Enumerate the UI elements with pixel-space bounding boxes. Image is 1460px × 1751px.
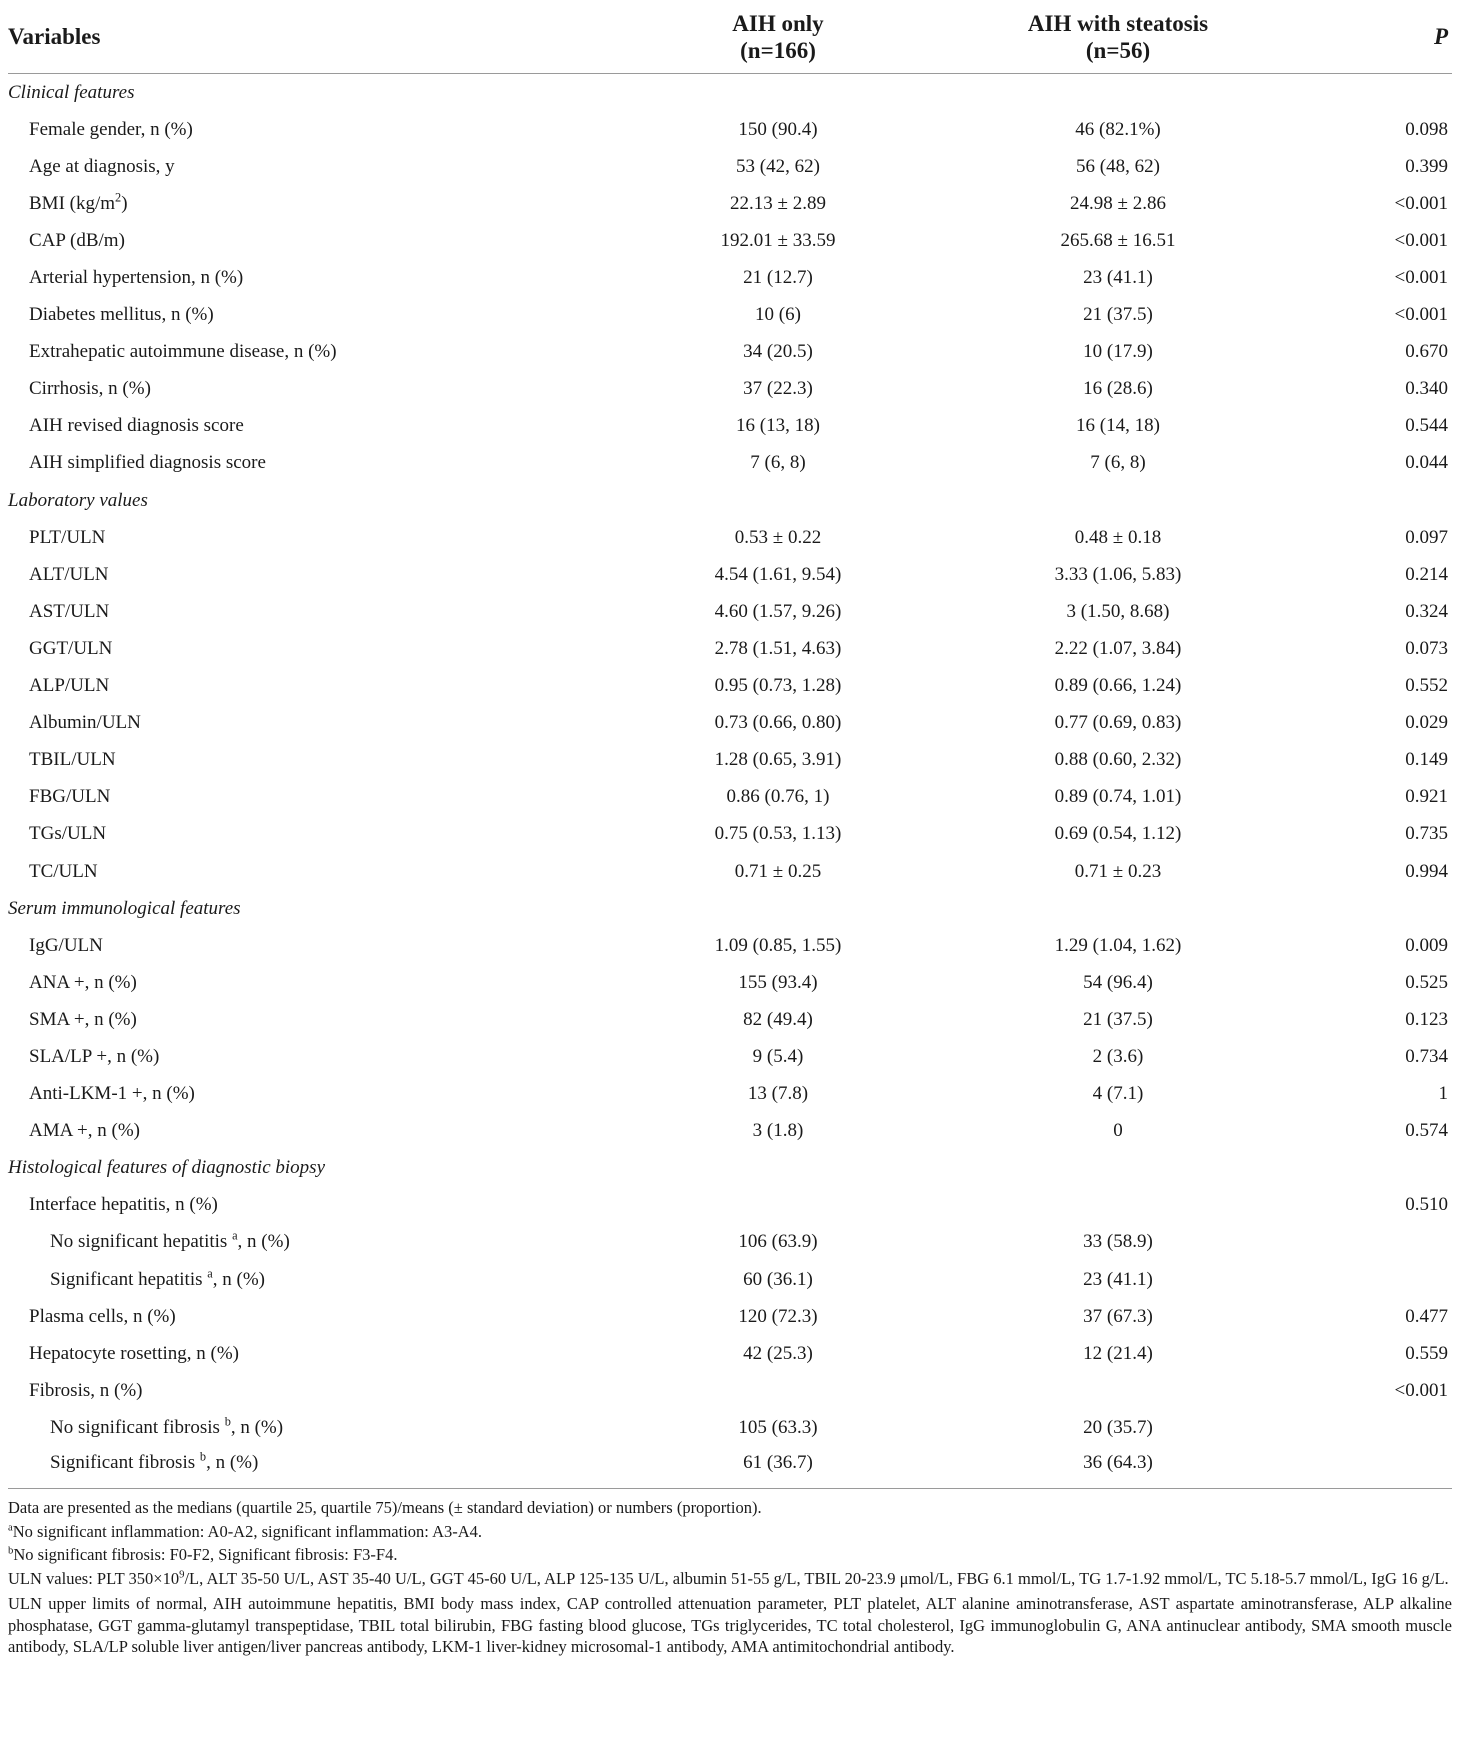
cell-aih-only: 2.78 (1.51, 4.63) bbox=[714, 637, 842, 659]
cell-aih-steatosis: 33 (58.9) bbox=[1083, 1231, 1153, 1253]
cell-aih-steatosis: 0 bbox=[1113, 1120, 1123, 1142]
row-label-text: , n (%) bbox=[237, 1231, 290, 1253]
table-row bbox=[8, 408, 1452, 445]
table-row bbox=[8, 630, 1452, 667]
header-aih-only-n: (n=166) bbox=[740, 37, 816, 63]
cell-p: 0.214 bbox=[1405, 563, 1448, 585]
cell-aih-only: 0.53 ± 0.22 bbox=[734, 526, 822, 548]
section-clinical: Clinical features bbox=[8, 81, 135, 103]
cell-aih-steatosis: 0.88 (0.60, 2.32) bbox=[1054, 749, 1182, 771]
row-label: FBG/ULN bbox=[29, 786, 111, 808]
table-row bbox=[8, 1372, 1452, 1409]
row-label: SMA +, n (%) bbox=[29, 1008, 137, 1030]
cell-aih-steatosis: 36 (64.3) bbox=[1083, 1452, 1153, 1474]
cell-aih-only: 0.71 ± 0.25 bbox=[734, 860, 822, 882]
section-row bbox=[8, 482, 1452, 519]
row-label bbox=[8, 1446, 608, 1480]
section-histological: Histological features of diagnostic biopsy bbox=[8, 1157, 325, 1179]
cell-aih-steatosis: 0.69 (0.54, 1.12) bbox=[1054, 823, 1182, 845]
table-row bbox=[8, 742, 1452, 779]
footnote-marker: b bbox=[8, 1544, 14, 1557]
cell-p: 0.670 bbox=[1405, 341, 1448, 363]
row-label: AST/ULN bbox=[29, 600, 110, 622]
table-row bbox=[8, 259, 1452, 296]
row-label: TC/ULN bbox=[29, 860, 98, 882]
cell-aih-steatosis: 1.29 (1.04, 1.62) bbox=[1054, 934, 1182, 956]
table-row bbox=[8, 1187, 1452, 1224]
cell-p: 0.544 bbox=[1405, 415, 1448, 437]
row-label: TGs/ULN bbox=[29, 823, 107, 845]
row-label-text: ) bbox=[121, 192, 128, 214]
table-row bbox=[8, 445, 1452, 482]
row-label: CAP (dB/m) bbox=[29, 229, 125, 251]
cell-p: 0.340 bbox=[1405, 378, 1448, 400]
row-label: Fibrosis, n (%) bbox=[29, 1379, 143, 1401]
table-row bbox=[8, 1409, 1452, 1446]
cell-aih-only: 0.86 (0.76, 1) bbox=[726, 786, 830, 808]
table-row bbox=[8, 1113, 1452, 1150]
cell-p: 0.399 bbox=[1405, 155, 1448, 177]
cell-aih-steatosis: 0.77 (0.69, 0.83) bbox=[1054, 712, 1182, 734]
table-row bbox=[8, 1261, 1452, 1298]
cell-p: 0.123 bbox=[1405, 1008, 1448, 1030]
header-aih-steatosis bbox=[948, 0, 1288, 74]
table-row bbox=[8, 297, 1452, 334]
cell-aih-only: 106 (63.9) bbox=[738, 1231, 818, 1253]
cell-p: 0.921 bbox=[1405, 786, 1448, 808]
cell-aih-only: 0.75 (0.53, 1.13) bbox=[714, 823, 842, 845]
cell-p: <0.001 bbox=[1394, 267, 1448, 289]
table-row bbox=[8, 593, 1452, 630]
table-row bbox=[8, 1224, 1452, 1261]
cell-p: 0.324 bbox=[1405, 600, 1448, 622]
row-label: Hepatocyte rosetting, n (%) bbox=[29, 1342, 239, 1364]
cell-aih-only: 4.60 (1.57, 9.26) bbox=[714, 600, 842, 622]
cell-p: 0.097 bbox=[1405, 526, 1448, 548]
row-label: GGT/ULN bbox=[29, 637, 113, 659]
cell-aih-steatosis: 3.33 (1.06, 5.83) bbox=[1054, 563, 1182, 585]
cell-aih-steatosis: 7 (6, 8) bbox=[1090, 452, 1146, 474]
cell-aih-only: 4.54 (1.61, 9.54) bbox=[714, 563, 842, 585]
cell-aih-only: 192.01 ± 33.59 bbox=[720, 229, 836, 251]
table-row bbox=[8, 927, 1452, 964]
table-row bbox=[8, 853, 1452, 890]
row-label-text: No significant hepatitis bbox=[50, 1231, 233, 1253]
table-row bbox=[8, 111, 1452, 148]
cell-aih-steatosis bbox=[948, 1372, 1288, 1409]
cell-aih-steatosis: 16 (28.6) bbox=[1083, 378, 1153, 400]
cell-p: <0.001 bbox=[1394, 192, 1448, 214]
row-label: Age at diagnosis, y bbox=[29, 155, 175, 177]
table-row bbox=[8, 519, 1452, 556]
cell-aih-steatosis bbox=[948, 1187, 1288, 1224]
row-label-text: , n (%) bbox=[206, 1452, 259, 1474]
cell-aih-only: 9 (5.4) bbox=[752, 1045, 804, 1067]
cell-aih-only: 42 (25.3) bbox=[743, 1342, 813, 1364]
header-aih-only bbox=[608, 0, 948, 74]
section-laboratory: Laboratory values bbox=[8, 489, 148, 511]
cell-p: 0.552 bbox=[1405, 675, 1448, 697]
cell-p: 0.525 bbox=[1405, 971, 1448, 993]
section-row bbox=[8, 1150, 1452, 1187]
cell-aih-only: 10 (6) bbox=[755, 304, 801, 326]
footnote-b bbox=[8, 1544, 1452, 1566]
cell-aih-steatosis: 12 (21.4) bbox=[1083, 1342, 1153, 1364]
cell-aih-steatosis: 23 (41.1) bbox=[1083, 267, 1153, 289]
cell-aih-only: 16 (13, 18) bbox=[736, 415, 820, 437]
cell-p: <0.001 bbox=[1394, 304, 1448, 326]
footnote-marker: b bbox=[199, 1450, 207, 1465]
cell-aih-only: 7 (6, 8) bbox=[750, 452, 806, 474]
footnote-abbreviations: ULN upper limits of normal, AIH autoimmune hepatitis, BMI body mass index, CAP controlled attenuation parameter, PLT platelet, ALT alanine aminotransferase, AST aspartate aminotransferase, ALP alkaline phosphatase, GGT gamma-glutamyl transpeptidase, TBIL total bilirubin, FBG fasting blood glucose, TGs triglycerides, TC total cholesterol, IgG immunoglobulin G, ANA antinuclear antibody, SMA smooth muscle antibody, SLA/LP soluble liver antigen/liver pancreas antibody, LKM-1 liver-kidney microsomal-1 antibody, AMA antimitochondrial antibody. bbox=[8, 1594, 1452, 1657]
cell-p: 0.073 bbox=[1405, 637, 1448, 659]
header-aih-steatosis-n: (n=56) bbox=[1085, 37, 1151, 63]
row-label: AIH revised diagnosis score bbox=[29, 415, 244, 437]
cell-aih-steatosis: 56 (48, 62) bbox=[1076, 155, 1160, 177]
row-label: AIH simplified diagnosis score bbox=[29, 452, 266, 474]
superscript: 2 bbox=[115, 190, 122, 205]
row-label: IgG/ULN bbox=[29, 934, 103, 956]
cell-aih-steatosis: 4 (7.1) bbox=[1092, 1083, 1144, 1105]
cell-aih-only: 82 (49.4) bbox=[743, 1008, 813, 1030]
row-label: TBIL/ULN bbox=[29, 749, 116, 771]
cell-p bbox=[1288, 1261, 1452, 1298]
cell-aih-steatosis: 0.71 ± 0.23 bbox=[1074, 860, 1162, 882]
table-row bbox=[8, 371, 1452, 408]
cell-aih-steatosis: 21 (37.5) bbox=[1083, 1008, 1153, 1030]
table-row bbox=[8, 1001, 1452, 1038]
cell-p: 0.510 bbox=[1405, 1194, 1448, 1216]
comparison-table bbox=[8, 0, 1452, 1480]
row-label bbox=[8, 1409, 608, 1446]
cell-aih-steatosis: 23 (41.1) bbox=[1083, 1268, 1153, 1290]
cell-aih-only: 21 (12.7) bbox=[743, 267, 813, 289]
cell-p: 0.735 bbox=[1405, 823, 1448, 845]
cell-aih-only: 3 (1.8) bbox=[752, 1120, 804, 1142]
table-row bbox=[8, 964, 1452, 1001]
row-label-text: Significant hepatitis bbox=[50, 1268, 208, 1290]
table-row bbox=[8, 185, 1452, 222]
cell-p: 0.098 bbox=[1405, 118, 1448, 140]
cell-p: <0.001 bbox=[1394, 229, 1448, 251]
footnote-uln-text: /L, ALT 35-50 U/L, AST 35-40 U/L, GGT 45-60 U/L, ALP 125-135 U/L, albumin 51-55 g/L, TBIL 20-23.9 μmol/L, FBG 6.1 mmol/L, TG 1.7-1.92 mmol/L, TC 5.18-5.7 mmol/L, IgG 16 g/L. bbox=[184, 1568, 1449, 1588]
cell-aih-steatosis: 0.89 (0.66, 1.24) bbox=[1054, 675, 1182, 697]
cell-aih-steatosis: 24.98 ± 2.86 bbox=[1070, 192, 1166, 214]
row-label-text: , n (%) bbox=[230, 1416, 284, 1438]
row-label bbox=[8, 1224, 608, 1261]
table-row bbox=[8, 1335, 1452, 1372]
cell-aih-only: 13 (7.8) bbox=[747, 1083, 809, 1105]
table-row bbox=[8, 222, 1452, 259]
cell-aih-only: 1.28 (0.65, 3.91) bbox=[714, 749, 842, 771]
header-aih-steatosis-title: AIH with steatosis bbox=[1027, 10, 1209, 36]
cell-aih-only: 120 (72.3) bbox=[738, 1305, 818, 1327]
footnote-marker: a bbox=[232, 1229, 238, 1244]
row-label: ALP/ULN bbox=[29, 675, 110, 697]
row-label: Cirrhosis, n (%) bbox=[29, 378, 151, 400]
header-aih-only-title: AIH only bbox=[732, 10, 824, 36]
cell-aih-only: 0.95 (0.73, 1.28) bbox=[714, 675, 842, 697]
row-label: Female gender, n (%) bbox=[29, 118, 193, 140]
footnote-uln-text: ULN values: PLT 350×10 bbox=[8, 1568, 180, 1588]
cell-aih-steatosis: 3 (1.50, 8.68) bbox=[1066, 600, 1170, 622]
table-row bbox=[8, 668, 1452, 705]
cell-p: 0.559 bbox=[1405, 1342, 1448, 1364]
table-row bbox=[8, 705, 1452, 742]
cell-aih-only: 0.73 (0.66, 0.80) bbox=[714, 712, 842, 734]
row-label: Arterial hypertension, n (%) bbox=[29, 267, 244, 289]
row-label: ALT/ULN bbox=[29, 563, 109, 585]
row-label: SLA/LP +, n (%) bbox=[29, 1045, 160, 1067]
cell-p: <0.001 bbox=[1394, 1379, 1448, 1401]
cell-aih-only: 105 (63.3) bbox=[738, 1416, 818, 1438]
footnote-b-text: No significant fibrosis: F0-F2, Significant fibrosis: F3-F4. bbox=[13, 1545, 398, 1565]
row-label: PLT/ULN bbox=[29, 526, 106, 548]
cell-p: 0.477 bbox=[1405, 1305, 1448, 1327]
cell-p: 0.029 bbox=[1405, 712, 1448, 734]
cell-aih-only: 155 (93.4) bbox=[738, 971, 818, 993]
cell-aih-steatosis: 20 (35.7) bbox=[1083, 1416, 1153, 1438]
section-immunological: Serum immunological features bbox=[8, 897, 241, 919]
cell-aih-only: 53 (42, 62) bbox=[736, 155, 820, 177]
cell-aih-only bbox=[608, 1372, 948, 1409]
row-label: ANA +, n (%) bbox=[29, 971, 137, 993]
cell-aih-only: 37 (22.3) bbox=[743, 378, 813, 400]
row-label: AMA +, n (%) bbox=[29, 1120, 140, 1142]
footnote-uln-values bbox=[8, 1568, 1452, 1590]
row-label-text: , n (%) bbox=[212, 1268, 265, 1290]
row-label: Albumin/ULN bbox=[29, 712, 141, 734]
cell-aih-steatosis: 21 (37.5) bbox=[1083, 304, 1153, 326]
cell-aih-steatosis: 46 (82.1%) bbox=[1075, 118, 1161, 140]
cell-aih-steatosis: 0.89 (0.74, 1.01) bbox=[1054, 786, 1182, 808]
table-row bbox=[8, 816, 1452, 853]
footnote-marker: a bbox=[8, 1521, 13, 1534]
cell-p: 0.574 bbox=[1405, 1120, 1448, 1142]
footnote-a-text: No significant inflammation: A0-A2, significant inflammation: A3-A4. bbox=[12, 1521, 483, 1541]
cell-p: 0.149 bbox=[1405, 749, 1448, 771]
table-bottom-rule bbox=[8, 1488, 1452, 1489]
header-variables: Variables bbox=[8, 24, 101, 49]
table-row bbox=[8, 556, 1452, 593]
table-row bbox=[8, 1298, 1452, 1335]
row-label: Extrahepatic autoimmune disease, n (%) bbox=[29, 341, 337, 363]
table-row bbox=[8, 1038, 1452, 1075]
cell-aih-only: 22.13 ± 2.89 bbox=[730, 192, 826, 214]
cell-aih-steatosis: 2.22 (1.07, 3.84) bbox=[1054, 637, 1182, 659]
cell-p: 0.009 bbox=[1405, 934, 1448, 956]
cell-aih-only: 60 (36.1) bbox=[743, 1268, 813, 1290]
cell-aih-only: 1.09 (0.85, 1.55) bbox=[714, 934, 842, 956]
table-header-row bbox=[8, 0, 1452, 74]
footnote-marker: b bbox=[224, 1414, 231, 1429]
cell-aih-steatosis: 10 (17.9) bbox=[1083, 341, 1153, 363]
table-row bbox=[8, 1076, 1452, 1113]
row-label: Anti-LKM-1 +, n (%) bbox=[29, 1083, 195, 1105]
cell-aih-only bbox=[608, 1187, 948, 1224]
header-p: P bbox=[1433, 24, 1448, 49]
section-row bbox=[8, 890, 1452, 927]
table-row bbox=[8, 334, 1452, 371]
row-label-text: Significant fibrosis bbox=[50, 1452, 200, 1474]
table-row bbox=[8, 779, 1452, 816]
row-label-text: BMI (kg/m bbox=[29, 192, 116, 214]
row-label bbox=[8, 185, 608, 222]
cell-p bbox=[1288, 1409, 1452, 1446]
cell-aih-steatosis: 37 (67.3) bbox=[1083, 1305, 1153, 1327]
row-label: Plasma cells, n (%) bbox=[29, 1305, 176, 1327]
row-label-text: No significant fibrosis bbox=[50, 1416, 225, 1438]
section-row bbox=[8, 74, 1452, 112]
footnote-a bbox=[8, 1521, 1452, 1543]
cell-aih-only: 150 (90.4) bbox=[738, 118, 818, 140]
cell-p: 0.734 bbox=[1405, 1045, 1448, 1067]
table-row bbox=[8, 1446, 1452, 1480]
row-label: Interface hepatitis, n (%) bbox=[29, 1194, 218, 1216]
cell-aih-steatosis: 0.48 ± 0.18 bbox=[1074, 526, 1162, 548]
footnote-marker: a bbox=[207, 1266, 213, 1281]
table-footnotes bbox=[8, 1497, 1452, 1658]
footnote-data-presentation: Data are presented as the medians (quartile 25, quartile 75)/means (± standard deviation) or numbers (proportion). bbox=[8, 1498, 762, 1518]
cell-p bbox=[1288, 1224, 1452, 1261]
cell-p bbox=[1288, 1446, 1452, 1480]
cell-p: 0.994 bbox=[1405, 860, 1448, 882]
cell-aih-steatosis: 265.68 ± 16.51 bbox=[1060, 229, 1176, 251]
row-label bbox=[8, 1261, 608, 1298]
cell-aih-steatosis: 16 (14, 18) bbox=[1076, 415, 1160, 437]
cell-p: 0.044 bbox=[1405, 452, 1448, 474]
cell-aih-steatosis: 54 (96.4) bbox=[1083, 971, 1153, 993]
cell-aih-only: 34 (20.5) bbox=[743, 341, 813, 363]
superscript: 9 bbox=[179, 1568, 185, 1581]
cell-aih-steatosis: 2 (3.6) bbox=[1092, 1045, 1144, 1067]
cell-p: 1 bbox=[1438, 1083, 1448, 1105]
table-row bbox=[8, 148, 1452, 185]
row-label: Diabetes mellitus, n (%) bbox=[29, 304, 214, 326]
cell-aih-only: 61 (36.7) bbox=[743, 1452, 813, 1474]
